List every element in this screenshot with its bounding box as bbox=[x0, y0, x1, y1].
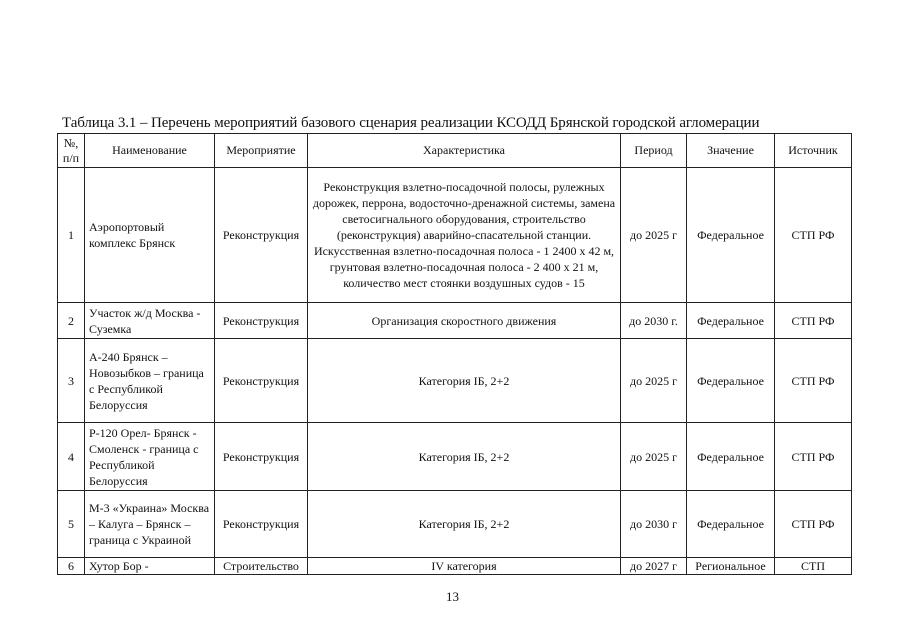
row-significance: Федеральное bbox=[687, 168, 775, 303]
row-name: Участок ж/д Москва - Суземка bbox=[85, 303, 215, 339]
row-source: СТП РФ bbox=[775, 491, 852, 558]
row-name: Р-120 Орел- Брянск - Смоленск - граница с Республикой Белоруссия bbox=[85, 423, 215, 491]
table-row bbox=[58, 303, 852, 339]
row-source: СТП РФ bbox=[775, 168, 852, 303]
header-name: Наименование bbox=[85, 134, 215, 168]
row-significance: Региональное bbox=[687, 558, 775, 575]
header-num-line1: №, bbox=[63, 135, 79, 150]
row-name: М-3 «Украина» Москва – Калуга – Брянск – граница с Украиной bbox=[85, 491, 215, 558]
row-measure: Строительство bbox=[215, 558, 308, 575]
header-description: Характеристика bbox=[308, 134, 621, 168]
row-description: Организация скоростного движения bbox=[308, 303, 621, 339]
table-row bbox=[58, 168, 852, 303]
row-name: А-240 Брянск – Новозыбков – граница с Республикой Белоруссия bbox=[85, 339, 215, 423]
measures-table bbox=[57, 133, 852, 575]
row-period: до 2025 г bbox=[621, 168, 687, 303]
row-measure: Реконструкция bbox=[215, 339, 308, 423]
row-description: Категория IБ, 2+2 bbox=[308, 491, 621, 558]
row-measure: Реконструкция bbox=[215, 303, 308, 339]
row-num: 3 bbox=[58, 339, 85, 423]
row-num: 2 bbox=[58, 303, 85, 339]
row-significance: Федеральное bbox=[687, 339, 775, 423]
row-source: СТП РФ bbox=[775, 303, 852, 339]
row-num: 5 bbox=[58, 491, 85, 558]
row-significance: Федеральное bbox=[687, 423, 775, 491]
row-source: СТП РФ bbox=[775, 339, 852, 423]
row-description: IV категория bbox=[308, 558, 621, 575]
table-row bbox=[58, 558, 852, 575]
header-num-line2: п/п bbox=[62, 150, 80, 165]
row-significance: Федеральное bbox=[687, 303, 775, 339]
table-header-row bbox=[58, 134, 852, 168]
row-description: Категория IБ, 2+2 bbox=[308, 423, 621, 491]
header-measure: Мероприятие bbox=[215, 134, 308, 168]
row-period: до 2025 г bbox=[621, 339, 687, 423]
header-source: Источник bbox=[775, 134, 852, 168]
row-name: Хутор Бор - bbox=[85, 558, 215, 575]
row-num: 4 bbox=[58, 423, 85, 491]
row-num: 6 bbox=[58, 558, 85, 575]
row-source: СТП bbox=[775, 558, 852, 575]
row-significance: Федеральное bbox=[687, 491, 775, 558]
row-measure: Реконструкция bbox=[215, 491, 308, 558]
header-significance: Значение bbox=[687, 134, 775, 168]
row-description: Категория IБ, 2+2 bbox=[308, 339, 621, 423]
row-period: до 2030 г bbox=[621, 491, 687, 558]
row-period: до 2027 г bbox=[621, 558, 687, 575]
table-caption: Таблица 3.1 – Перечень мероприятий базового сценария реализации КСОДД Брянской городской агломерации bbox=[62, 115, 760, 131]
page-number: 13 bbox=[446, 589, 459, 604]
table-row bbox=[58, 339, 852, 423]
table-row bbox=[58, 423, 852, 491]
header-period: Период bbox=[621, 134, 687, 168]
row-num: 1 bbox=[58, 168, 85, 303]
header-num bbox=[58, 134, 85, 168]
row-period: до 2030 г. bbox=[621, 303, 687, 339]
row-description: Реконструкция взлетно-посадочной полосы, рулежных дорожек, перрона, водосточно-дренажной системы, замена светосигнального оборудования, строительство (реконструкция) аварийно-спасательной станции. Искусственная взлетно-посадочная полоса - 1 2400 х 42 м, грунтовая взлетно-посадочная полоса - 2 400 х 21 м, количество мест стоянки воздушных судов - 15 bbox=[308, 168, 621, 303]
row-period: до 2025 г bbox=[621, 423, 687, 491]
row-name: Аэропортовый комплекс Брянск bbox=[85, 168, 215, 303]
row-source: СТП РФ bbox=[775, 423, 852, 491]
row-measure: Реконструкция bbox=[215, 423, 308, 491]
row-measure: Реконструкция bbox=[215, 168, 308, 303]
table-row bbox=[58, 491, 852, 558]
